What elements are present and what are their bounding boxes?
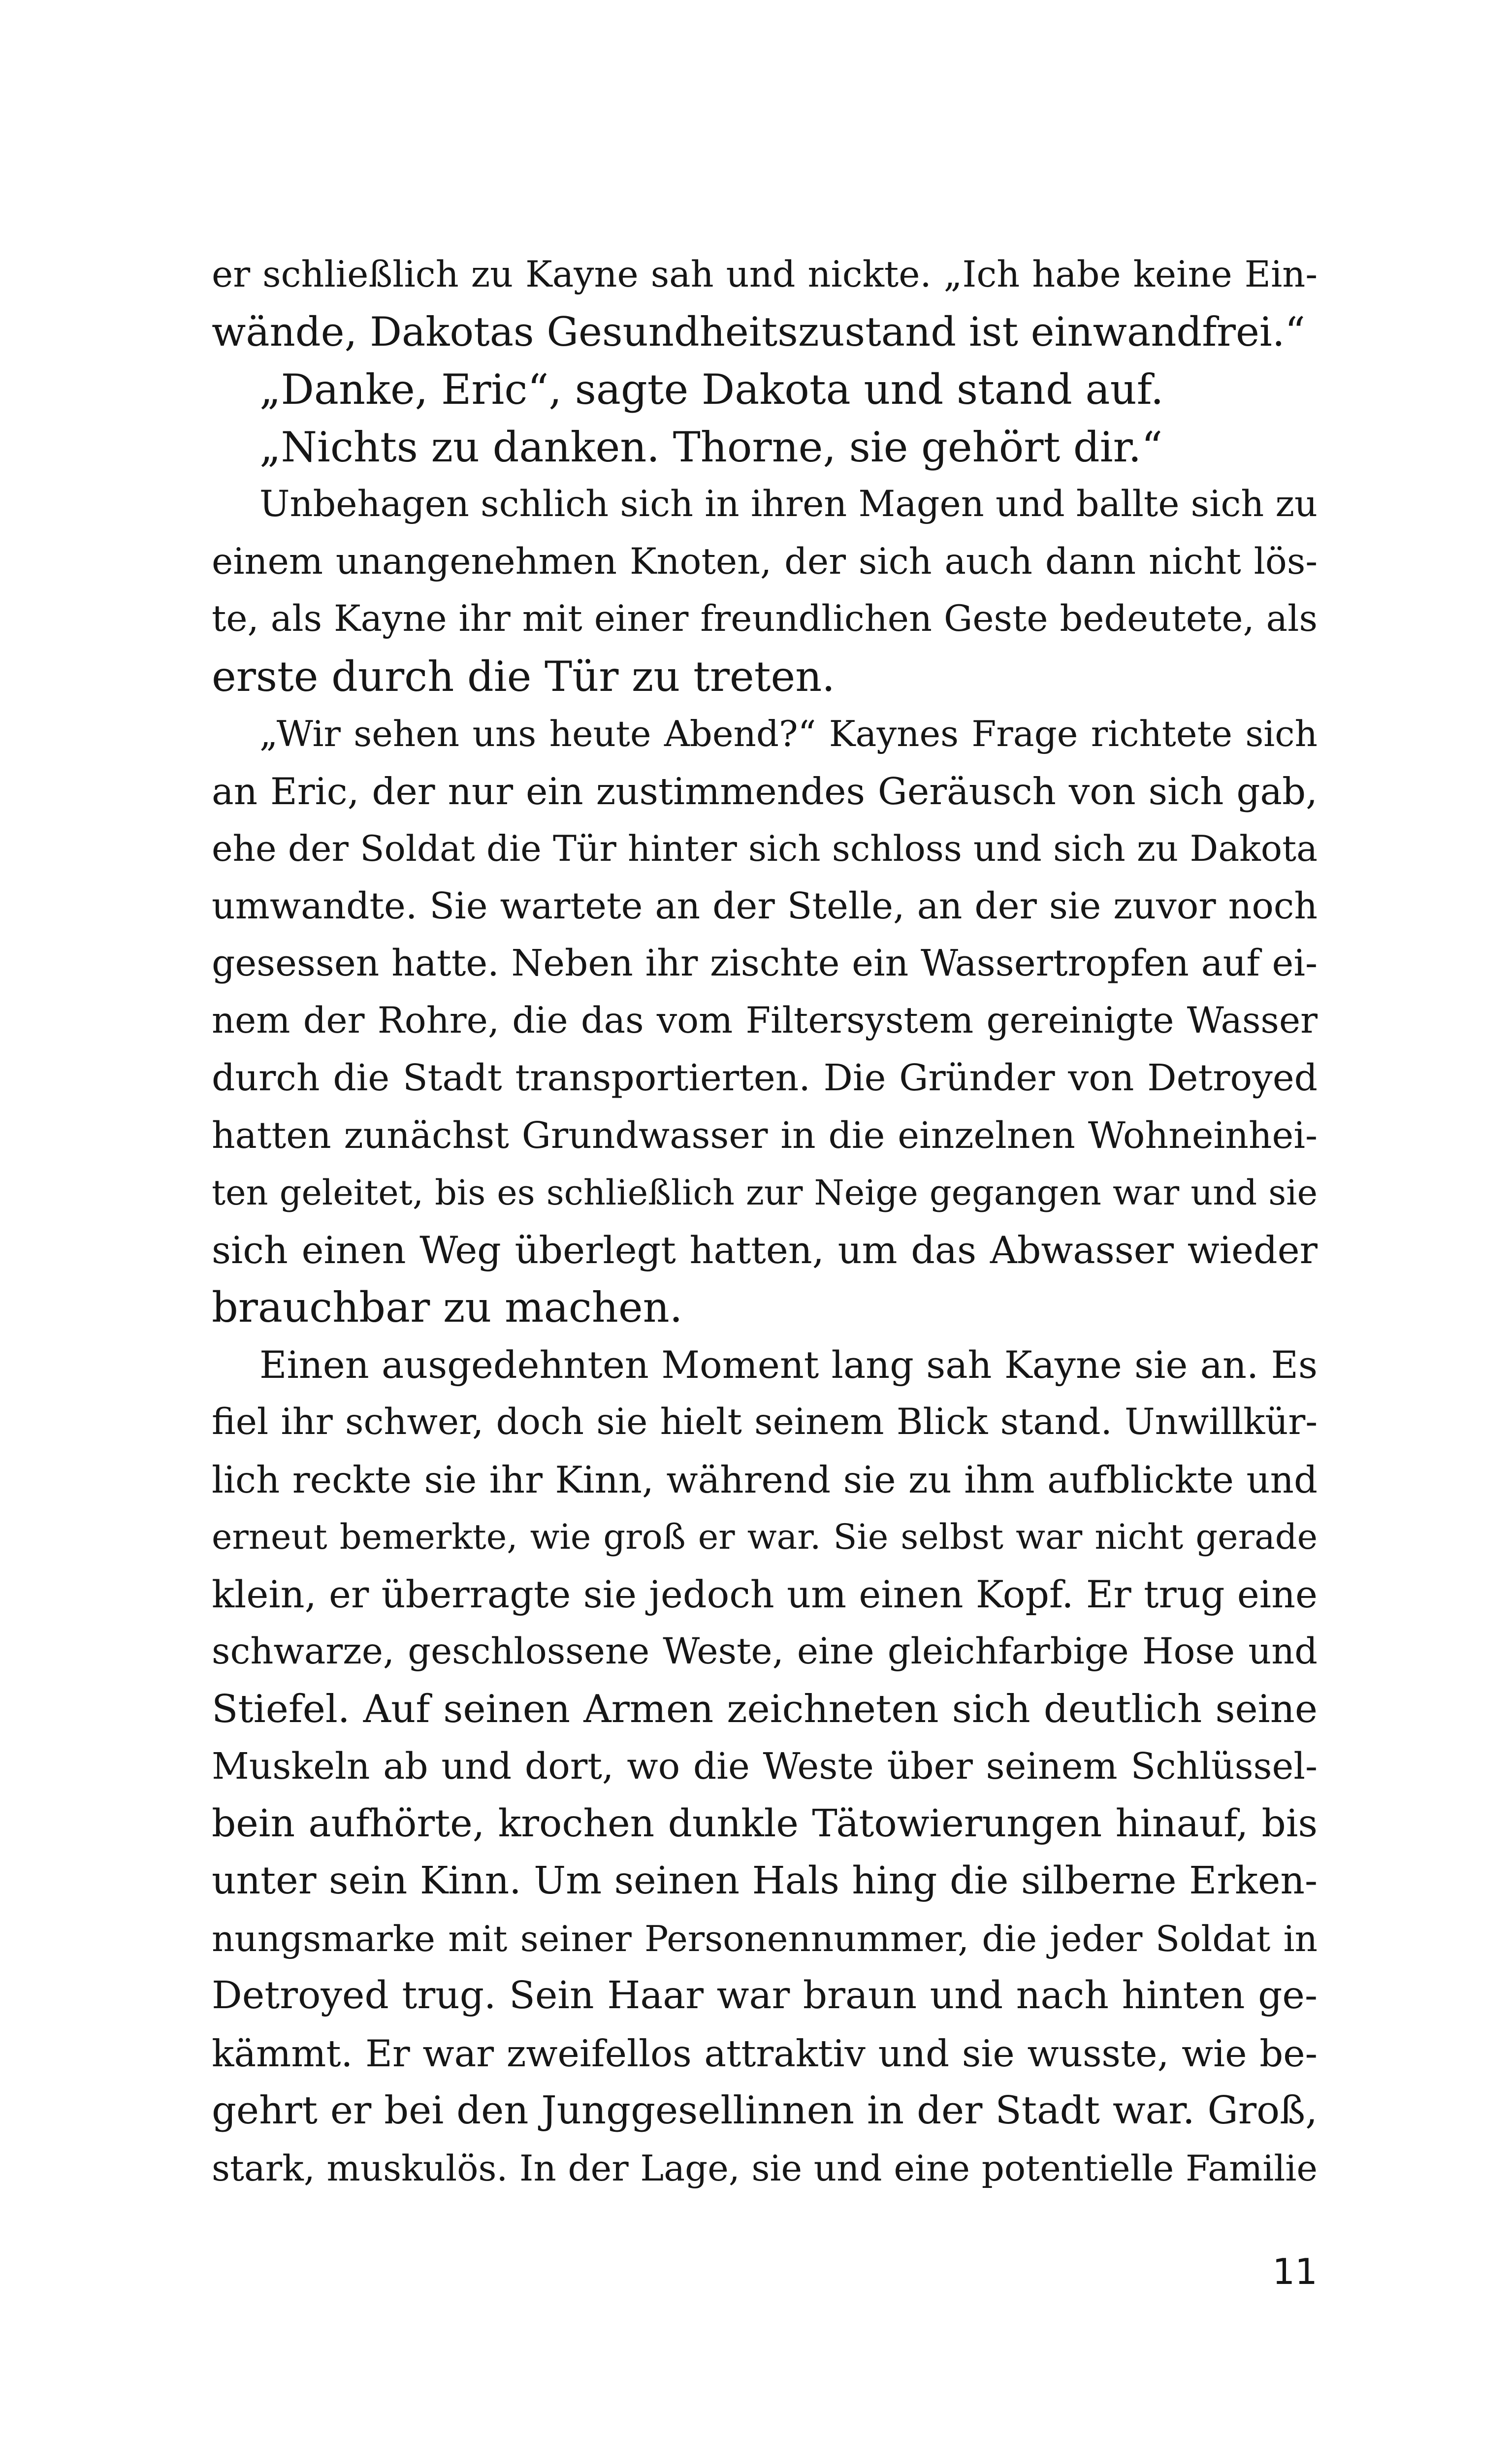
text-line: kämmt. Er war zweifellos attraktiv und sie wusste, wie be- [212, 2031, 1318, 2075]
text-line: sich einen Weg überlegt hatten, um das Abwasser wieder [212, 1228, 1318, 1272]
text-line: stark, muskulös. In der Lage, sie und eine potentielle Familie [212, 2147, 1318, 2189]
page-number: 11 [1272, 2251, 1318, 2292]
text-line: gesessen hatte. Neben ihr zischte ein Wassertropfen auf ei- [212, 942, 1318, 984]
text-line: umwandte. Sie wartete an der Stelle, an der sie zuvor noch [212, 884, 1318, 927]
text-line: schwarze, geschlossene Weste, eine gleichfarbige Hose und [212, 1630, 1318, 1672]
text-line: Stiefel. Auf seinen Armen zeichneten sich deutlich seine [212, 1687, 1318, 1731]
text-line: ten geleitet, bis es schließlich zur Neige gegangen war und sie [212, 1173, 1318, 1213]
text-line: hatten zunächst Grundwasser in die einzelnen Wohneinhei- [212, 1114, 1318, 1157]
text-line: unter sein Kinn. Um seinen Hals hing die silberne Erken- [212, 1859, 1318, 1903]
text-line: lich reckte sie ihr Kinn, während sie zu ihm aufblickte und [212, 1458, 1318, 1501]
text-line: „Nichts zu danken. Thorne, sie gehört dir.“ [259, 423, 1163, 471]
text-line: erste durch die Tür zu treten. [212, 652, 835, 701]
text-line: gehrt er bei den Junggesellinnen in der Stadt war. Groß, [212, 2088, 1318, 2133]
text-line: fiel ihr schwer, doch sie hielt seinem Blick stand. Unwillkür- [212, 1401, 1318, 1443]
text-line: ehe der Soldat die Tür hinter sich schloss und sich zu Dakota [212, 828, 1318, 869]
text-line: durch die Stadt transportierten. Die Gründer von Detroyed [212, 1057, 1318, 1099]
text-line: er schließlich zu Kayne sah und nickte. „Ich habe keine Ein- [212, 254, 1318, 295]
body-text [212, 246, 1318, 2197]
text-line: Muskeln ab und dort, wo die Weste über seinem Schlüssel- [212, 1745, 1318, 1788]
text-line: „Wir sehen uns heute Abend?“ Kaynes Frage richtete sich [259, 713, 1318, 754]
text-line: nungsmarke mit seiner Personennummer, die jeder Soldat in [212, 1918, 1318, 1959]
text-line: „Danke, Eric“, sagte Dakota und stand auf. [259, 365, 1164, 414]
text-line: Einen ausgedehnten Moment lang sah Kayne sie an. Es [259, 1342, 1318, 1387]
text-line: klein, er überragte sie jedoch um einen Kopf. Er trug eine [212, 1572, 1318, 1616]
text-line: wände, Dakotas Gesundheitszustand ist einwandfrei.“ [212, 309, 1305, 356]
text-line: te, als Kayne ihr mit einer freundlichen Geste bedeutete, als [212, 598, 1318, 640]
text-line: bein aufhörte, krochen dunkle Tätowierungen hinauf, bis [212, 1801, 1318, 1846]
text-line: brauchbar zu machen. [212, 1283, 683, 1332]
text-line: einem unangenehmen Knoten, der sich auch dann nicht lös- [212, 540, 1318, 583]
text-line: an Eric, der nur ein zustimmendes Geräusch von sich gab, [212, 769, 1318, 813]
text-line: Unbehagen schlich sich in ihren Magen und ballte sich zu [259, 483, 1318, 525]
text-line: Detroyed trug. Sein Haar war braun und nach hinten ge- [212, 1974, 1318, 2018]
text-line: erneut bemerkte, wie groß er war. Sie selbst war nicht gerade [212, 1517, 1318, 1557]
text-line: nem der Rohre, die das vom Filtersystem gereinigte Wasser [212, 999, 1318, 1042]
